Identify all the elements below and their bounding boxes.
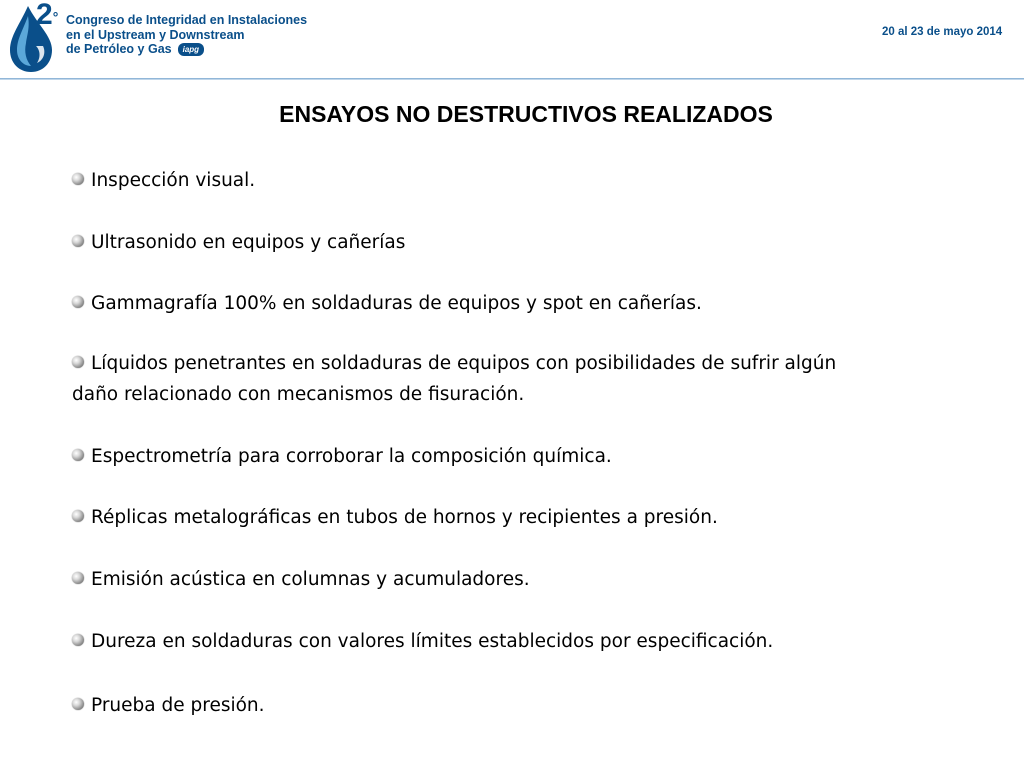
- slide-header: [0, 0, 1024, 80]
- header-divider: [0, 78, 1024, 80]
- list-item-continuation: daño relacionado con mecanismos de fisuración.: [72, 384, 525, 405]
- bullet-sphere-icon: [72, 235, 84, 247]
- list-item: Líquidos penetrantes en soldaduras de equipos con posibilidades de sufrir algún: [72, 348, 972, 379]
- list-item: Emisión acústica en columnas y acumuladores.: [72, 564, 972, 595]
- list-item: Réplicas metalográficas en tubos de hornos y recipientes a presión.: [72, 502, 972, 533]
- bullet-sphere-icon: [72, 634, 84, 646]
- congress-line-2: en el Upstream y Downstream: [66, 27, 245, 42]
- iapg-logo-badge: iapg: [178, 43, 204, 56]
- congress-name: [66, 13, 307, 57]
- list-item: Dureza en soldaduras con valores límites establecidos por especificación.: [72, 626, 972, 657]
- bullet-sphere-icon: [72, 510, 84, 522]
- bullet-sphere-icon: [72, 572, 84, 584]
- list-item: Prueba de presión.: [72, 690, 972, 721]
- bullet-sphere-icon: [72, 449, 84, 461]
- list-item: Gammagrafía 100% en soldaduras de equipos y spot en cañerías.: [72, 288, 972, 319]
- bullet-sphere-icon: [72, 296, 84, 308]
- list-item: Ultrasonido en equipos y cañerías: [72, 227, 972, 258]
- slide-title: ENSAYOS NO DESTRUCTIVOS REALIZADOS: [279, 101, 773, 127]
- bullet-sphere-icon: [72, 173, 84, 185]
- congress-line-3: de Petróleo y Gas iapg: [66, 42, 307, 57]
- list-item: Espectrometría para corroborar la composición química.: [72, 441, 972, 472]
- bullet-sphere-icon: [72, 698, 84, 710]
- event-date: 20 al 23 de mayo 2014: [882, 26, 1003, 38]
- congress-line-1: Congreso de Integridad en Instalaciones: [66, 13, 308, 27]
- list-item: Inspección visual.: [72, 165, 972, 196]
- logo-edition-number: 2°: [36, 0, 59, 31]
- bullet-sphere-icon: [72, 356, 84, 368]
